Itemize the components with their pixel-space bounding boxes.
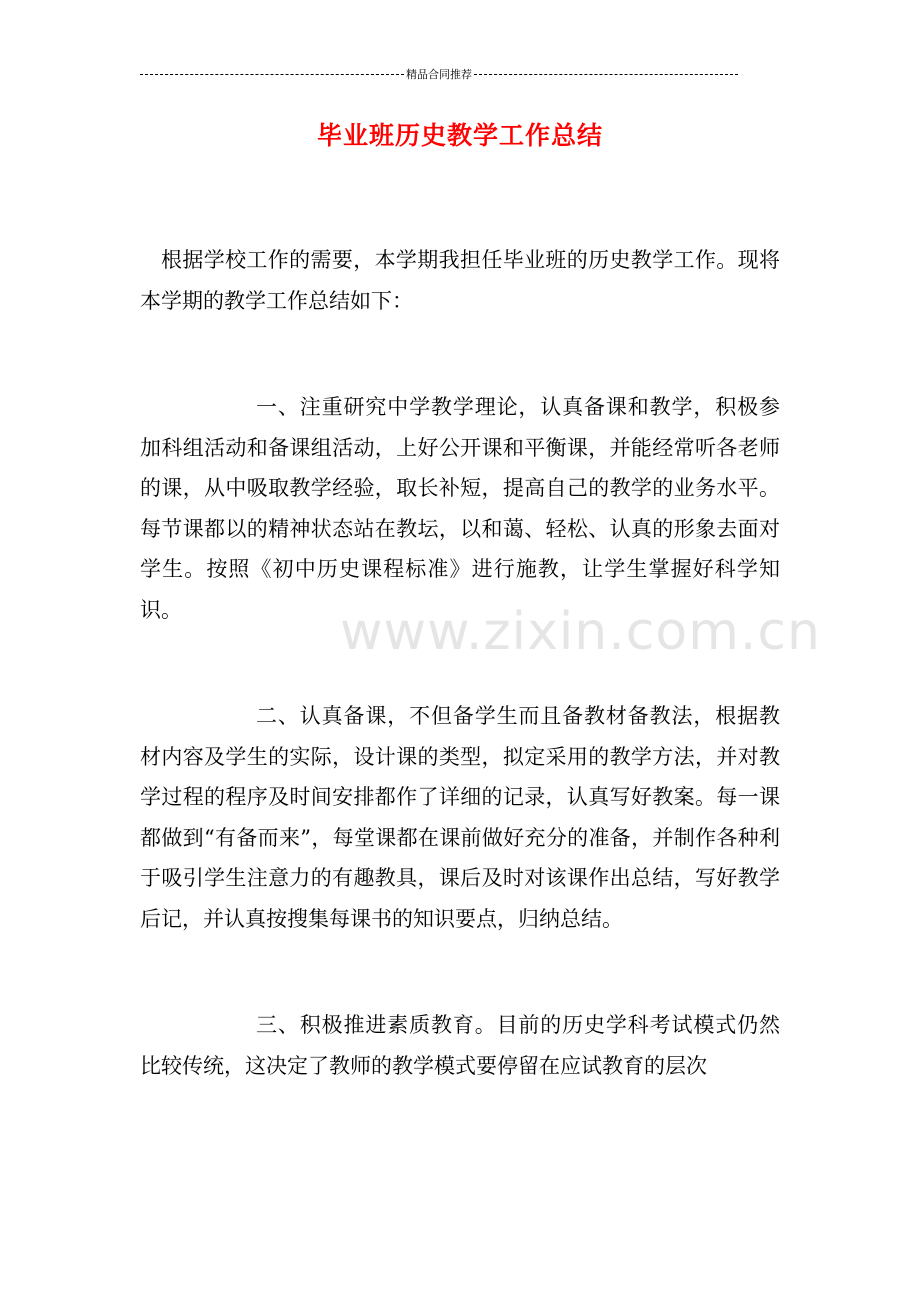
document-body xyxy=(140,240,780,1152)
header-dash-left xyxy=(140,74,404,75)
section-paragraph-3: 三、积极推进素质教育。目前的历史学科考试模式仍然比较传统，这决定了教师的教学模式要停留在应试教育的层次 xyxy=(140,1013,780,1078)
header-dash-right xyxy=(474,74,738,75)
document-title: 毕业班历史教学工作总结 xyxy=(316,121,603,150)
header-label: 精品合同推荐 xyxy=(406,68,472,81)
intro-paragraph: 根据学校工作的需要，本学期我担任毕业班的历史教学工作。现将本学期的教学工作总结如下： xyxy=(140,248,780,313)
section-paragraph-2: 二、认真备课，不但备学生而且备教材备教法，根据教材内容及学生的实际，设计课的类型，拟定采用的教学方法，并对教学过程的程序及时间安排都作了详细的记录，认真写好教案。每一课都做到“有备而来”，每堂课都在课前做好充分的准备，并制作各种利于吸引学生注意力的有趣教具，课后及时对该课作出总结，写好教学后记，并认真按搜集每课书的知识要点，归纳总结。 xyxy=(140,704,780,931)
watermark: www.zixin.com.cn xyxy=(340,602,821,662)
section-paragraph-1: 一、注重研究中学教学理论，认真备课和教学，积极参加科组活动和备课组活动，上好公开课和平衡课，并能经常听各老师的课，从中吸取教学经验，取长补短，提高自己的教学的业务水平。每节课都以的精神状态站在教坛，以和蔼、轻松、认真的形象去面对学生。按照《初中历史课程标准》进行施教，让学生掌握好科学知识。 xyxy=(140,395,780,622)
page-header xyxy=(140,66,738,82)
